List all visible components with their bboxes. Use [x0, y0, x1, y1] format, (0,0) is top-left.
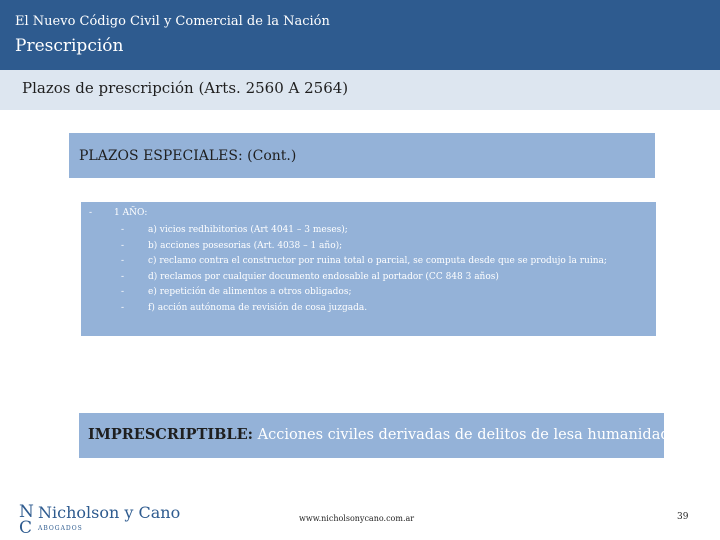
logo-subtitle: ABOGADOS	[38, 525, 83, 532]
logo-monogram-n: N	[19, 502, 34, 522]
list-item-bullet: -	[121, 240, 125, 251]
firm-logo	[19, 502, 181, 538]
list-item	[121, 301, 646, 317]
list-item-bullet: -	[121, 302, 125, 313]
footer-url[interactable]: www.nicholsonycano.com.ar	[299, 514, 415, 523]
imprescriptible-text	[88, 426, 674, 443]
imprescriptible-label: IMPRESCRIPTIBLE:	[88, 426, 254, 443]
slide-header	[0, 0, 720, 70]
imprescriptible-box	[79, 413, 675, 458]
subtitle-bar	[0, 70, 720, 110]
list-item-bullet: -	[121, 287, 125, 297]
list-item-text: d) reclamos por cualquier documento endosable al portador (CC 848 3 años)	[148, 271, 499, 282]
list-item-bullet: -	[121, 225, 125, 235]
list-item	[121, 270, 646, 286]
terms-list-box	[81, 202, 656, 336]
list-item-text: c) reclamo contra el constructor por ruina total o parcial, se computa desde que se produjo la ruina;	[148, 256, 607, 266]
course-title: El Nuevo Código Civil y Comercial de la Nación	[15, 14, 330, 29]
logo-name: Nicholson y Cano	[38, 503, 181, 522]
list-bullet: -	[89, 208, 93, 218]
slide-title: Prescripción	[15, 36, 124, 56]
terms-list	[121, 223, 646, 316]
section-title-box	[69, 133, 655, 178]
list-item-text: e) repetición de alimentos a otros obligados;	[148, 287, 352, 297]
list-item-text: f) acción autónoma de revisión de cosa juzgada.	[148, 302, 368, 313]
list-heading: 1 AÑO:	[114, 208, 148, 218]
imprescriptible-description: Acciones civiles derivadas de delitos de lesa humanidad.	[253, 427, 675, 443]
logo-monogram-c: C	[19, 518, 33, 538]
list-item-text: b) acciones posesorias (Art. 4038 – 1 año);	[148, 240, 343, 251]
list-item	[121, 223, 646, 239]
list-item	[121, 285, 646, 301]
subtitle: Plazos de prescripción (Arts. 2560 A 2564)	[22, 79, 349, 97]
list-item-text: a) vicios redhibitorios (Art 4041 – 3 meses);	[148, 225, 348, 235]
list-item-bullet: -	[121, 256, 125, 266]
list-item	[121, 254, 646, 270]
page-number: 39	[677, 512, 689, 522]
list-item	[121, 239, 646, 255]
list-item-bullet: -	[121, 271, 125, 282]
section-title: PLAZOS ESPECIALES: (Cont.)	[79, 148, 297, 164]
